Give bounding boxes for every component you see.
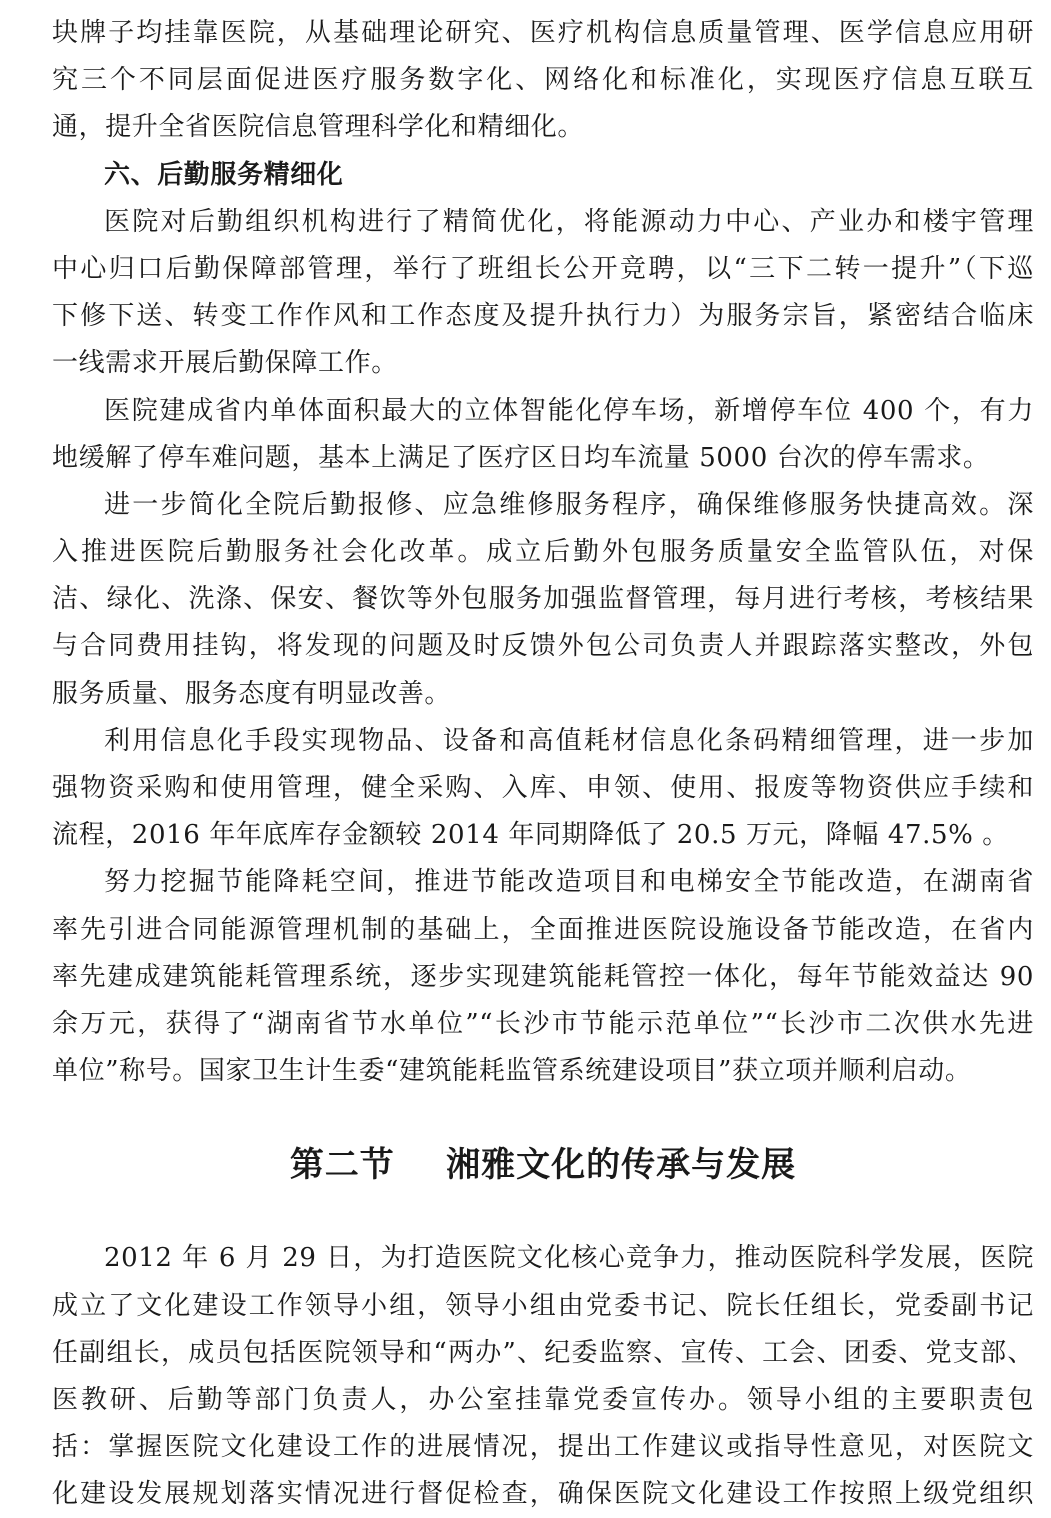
text-line: 洁、绿化、洗涤、保安、餐饮等外包服务加强监督管理，每月进行考核，考核结果 [52,584,1034,615]
subheading-logistics: 六、后勤服务精细化 [104,159,344,190]
text-line: 强物资采购和使用管理，健全采购、入库、申领、使用、报废等物资供应手续和 [52,773,1034,803]
text-line: 任副组长，成员包括医院领导和“两办”、纪委监察、宣传、工会、团委、党支部、 [52,1337,1034,1368]
paragraph-first-line: 医院对后勤组织机构进行了精简优化，将能源动力中心、产业办和楼宇管理 [104,206,1034,237]
text-line: 医教研、后勤等部门负责人，办公室挂靠党委宣传办。领导小组的主要职责包 [52,1384,1034,1415]
paragraph-first-line: 医院建成省内单体面积最大的立体智能化停车场，新增停车位 400 个，有力 [104,395,1034,426]
text-line: 究三个不同层面促进医疗服务数字化、网络化和标准化，实现医疗信息互联互 [52,65,1034,96]
text-line: 率先引进合同能源管理机制的基础上，全面推进医院设施设备节能改造，在省内 [52,914,1034,945]
text-line: 下修下送、转变工作作风和工作态度及提升执行力）为服务宗旨，紧密结合临床 [52,301,1034,332]
text-line: 与合同费用挂钩，将发现的问题及时反馈外包公司负责人并跟踪落实整改，外包 [52,631,1034,662]
text-line: 率先建成建筑能耗管理系统，逐步实现建筑能耗管控一体化，每年节能效益达 90 [52,961,1034,992]
section-title: 第二节 湘雅文化的传承与发展 [289,1145,797,1186]
text-line: 通，提升全省医院信息管理科学化和精细化。 [52,112,585,143]
paragraph-first-line: 进一步简化全院后勤报修、应急维修服务程序，确保维修服务快捷高效。深 [104,489,1034,520]
text-line: 余万元，获得了“湖南省节水单位”“长沙市节能示范单位”“长沙市二次供水先进 [52,1008,1034,1039]
document-page [52,10,1034,1518]
text-line: 括：掌握医院文化建设工作的进展情况，提出工作建议或指导性意见，对医院文 [52,1432,1034,1463]
text-line: 地缓解了停车难问题，基本上满足了医疗区日均车流量 5000 台次的停车需求。 [52,442,990,473]
text-line: 流程，2016 年年底库存金额较 2014 年同期降低了 20.5 万元，降幅 47.5% 。 [52,820,1009,851]
text-line: 服务质量、服务态度有明显改善。 [52,678,452,709]
paragraph-first-line: 2012 年 6 月 29 日，为打造医院文化核心竞争力，推动医院科学发展，医院 [104,1243,1034,1274]
paragraph-first-line: 利用信息化手段实现物品、设备和高值耗材信息化条码精细管理，进一步加 [104,725,1034,756]
text-line: 一线需求开展后勤保障工作。 [52,348,398,379]
text-line: 入推进医院后勤服务社会化改革。成立后勤外包服务质量安全监管队伍，对保 [52,537,1034,568]
text-line: 成立了文化建设工作领导小组，领导小组由党委书记、院长任组长，党委副书记 [52,1290,1034,1321]
text-line: 中心归口后勤保障部管理，举行了班组长公开竞聘，以“三下二转一提升”（下巡 [52,253,1034,284]
paragraph-first-line: 努力挖掘节能降耗空间，推进节能改造项目和电梯安全节能改造，在湖南省 [104,867,1034,898]
text-line: 单位”称号。国家卫生计生委“建筑能耗监管系统建设项目”获立项并顺利启动。 [52,1056,972,1087]
text-line: 化建设发展规划落实情况进行督促检查，确保医院文化建设工作按照上级党组织 [52,1479,1034,1510]
text-line: 块牌子均挂靠医院，从基础理论研究、医疗机构信息质量管理、医学信息应用研 [52,18,1034,48]
